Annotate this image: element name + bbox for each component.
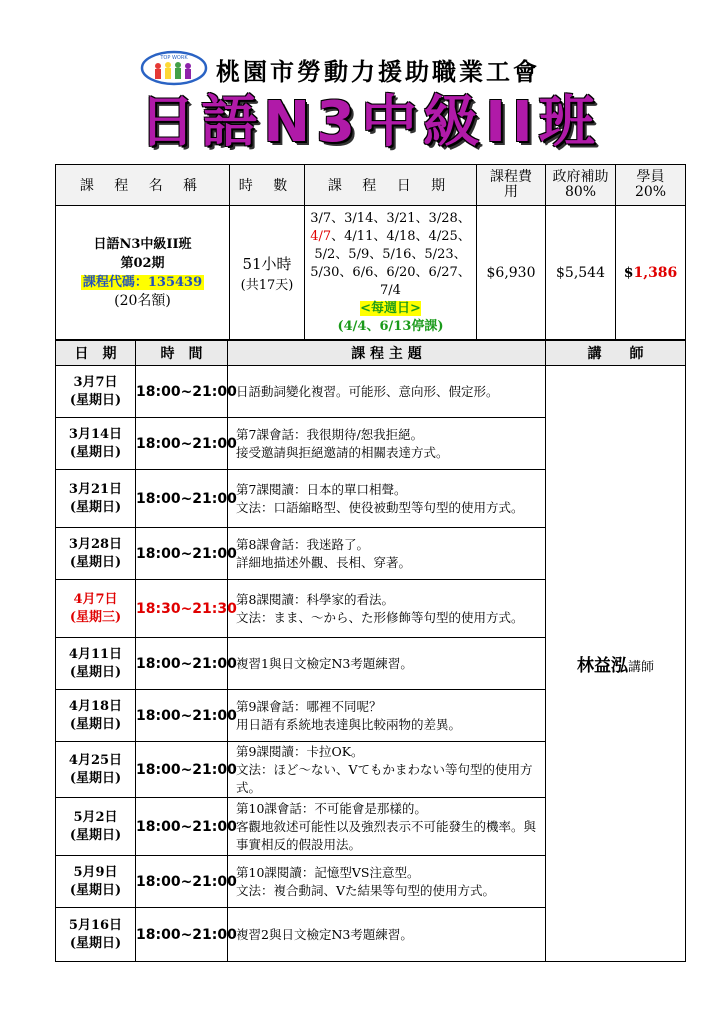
row-time: 18:00~21:00 (136, 908, 228, 962)
row-topic: 第9課會話：哪裡不同呢？ 用日語有系統地表達與比較兩物的差異。 (228, 690, 546, 742)
dates-list (308, 210, 473, 300)
course-quota: (20名額) (114, 292, 171, 309)
col-dates: 課 程 日 期 (305, 165, 477, 206)
row-date (56, 742, 136, 798)
row-topic: 第7課會話：我很期待/恕我拒絕。 接受邀請與拒絕邀請的相關表達方式。 (228, 418, 546, 470)
row-date (56, 638, 136, 690)
row-date-value: 3月14日 (68, 426, 123, 442)
table-row (56, 366, 686, 418)
schedule-table (55, 340, 686, 962)
row-date (56, 856, 136, 908)
course-code: 課程代碼：135439 (82, 274, 203, 290)
course-period: 第02期 (120, 255, 165, 271)
row-date (56, 580, 136, 638)
row-time: 18:00~21:00 (136, 856, 228, 908)
row-weekday: (星期日) (69, 392, 122, 408)
col-student-label: 學員 (636, 169, 665, 185)
row-weekday: (星期日) (69, 827, 122, 843)
teacher-name: 林益泓 (576, 656, 628, 676)
course-title: 日語N3中級II班 (93, 236, 192, 252)
days-value: (共17天) (240, 277, 294, 293)
row-weekday: (星期日) (69, 716, 122, 732)
row-date-value: 5月2日 (73, 809, 118, 825)
col-fee: 課程費用 (477, 165, 546, 206)
row-topic: 第8課閱讀：科學家的看法。 文法：まま、～から、た形修飾等句型的使用方式。 (228, 580, 546, 638)
dates-part2: 、4/11、4/18、4/25、5/2、5/9、5/16、5/23、5/30、6/6、6/20、6/27、7/4 (310, 228, 471, 298)
student-fee-value: 1,386 (633, 264, 678, 281)
dates-highlight: 4/7 (310, 228, 332, 244)
suspend-note: (4/4、6/13停課) (337, 318, 444, 334)
row-date-value: 3月7日 (73, 374, 118, 390)
hours-cell (230, 206, 305, 340)
row-time: 18:00~21:00 (136, 366, 228, 418)
weekday-note: <每週日> (360, 300, 421, 316)
row-topic: 複習1與日文檢定N3考題練習。 (228, 638, 546, 690)
row-date-value: 4月25日 (68, 752, 123, 768)
row-weekday: (星期日) (69, 664, 122, 680)
teacher-cell (546, 366, 686, 962)
row-weekday: (星期日) (69, 770, 122, 786)
dates-cell (305, 206, 477, 340)
row-date-value: 5月9日 (73, 864, 118, 880)
row-weekday: (星期日) (69, 882, 122, 898)
row-time: 18:00~21:00 (136, 638, 228, 690)
col-course-name: 課 程 名 稱 (56, 165, 230, 206)
row-time: 18:30~21:30 (136, 580, 228, 638)
col-subsidy-label: 政府補助 (552, 169, 609, 185)
teacher-suffix: 講師 (627, 660, 654, 675)
row-topic: 日語動詞變化複習。可能形、意向形、假定形。 (228, 366, 546, 418)
row-date (56, 470, 136, 528)
row-date-value: 3月21日 (68, 481, 123, 497)
row-date-value: 4月18日 (68, 698, 123, 714)
row-weekday: (星期日) (69, 554, 122, 570)
row-time: 18:00~21:00 (136, 742, 228, 798)
col-student (616, 165, 686, 206)
row-time: 18:00~21:00 (136, 470, 228, 528)
row-time: 18:00~21:00 (136, 690, 228, 742)
header (0, 50, 724, 90)
row-time: 18:00~21:00 (136, 528, 228, 580)
row-weekday: (星期日) (69, 935, 122, 951)
logo-icon (140, 50, 208, 86)
row-date (56, 690, 136, 742)
course-overview-table (55, 164, 686, 340)
row-topic: 第7課閱讀：日本的單口相聲。 文法：口語縮略型、使役被動型等句型的使用方式。 (228, 470, 546, 528)
row-time: 18:00~21:00 (136, 798, 228, 856)
row-date-value: 4月11日 (68, 646, 123, 662)
row-date (56, 366, 136, 418)
row-topic: 第9課閱讀：卡拉OK。 文法：ほど～ない、Vてもかまわない等句型的使用方式。 (228, 742, 546, 798)
sched-col-time: 時 間 (136, 341, 228, 366)
sched-col-teacher: 講 師 (546, 341, 686, 366)
row-date (56, 908, 136, 962)
row-date-value: 4月7日 (73, 591, 118, 607)
row-weekday: (星期日) (69, 499, 122, 515)
row-date (56, 798, 136, 856)
dates-part1: 3/7、3/14、3/21、3/28、 (310, 210, 471, 226)
fee-value: $6,930 (477, 206, 546, 340)
col-subsidy-pct: 80% (564, 184, 597, 200)
row-date (56, 528, 136, 580)
student-fee (616, 206, 686, 340)
row-weekday: (星期三) (69, 609, 122, 625)
row-date-value: 3月28日 (68, 536, 123, 552)
col-subsidy (546, 165, 616, 206)
row-date-value: 5月16日 (68, 917, 123, 933)
row-topic: 第10課會話：不可能會是那樣的。 客觀地敘述可能性以及強烈表示不可能發生的機率。與事實相反的假設用法。 (228, 798, 546, 856)
row-weekday: (星期日) (69, 444, 122, 460)
hours-value: 51小時 (242, 254, 292, 273)
row-topic: 複習2與日文檢定N3考題練習。 (228, 908, 546, 962)
sched-col-topic: 課 程 主 題 (228, 341, 546, 366)
col-hours: 時 數 (230, 165, 305, 206)
row-topic: 第10課閱讀：記憶型VS注意型。 文法：複合動詞、Vた結果等句型的使用方式。 (228, 856, 546, 908)
student-fee-prefix: $ (623, 264, 634, 281)
row-time: 18:00~21:00 (136, 418, 228, 470)
sched-col-date: 日 期 (56, 341, 136, 366)
logo-text: TOP WORK (160, 55, 188, 61)
row-topic: 第8課會話：我迷路了。 詳細地描述外觀、長相、穿著。 (228, 528, 546, 580)
row-date (56, 418, 136, 470)
course-info (56, 206, 230, 340)
col-student-pct: 20% (634, 184, 667, 200)
subsidy-value: $5,544 (546, 206, 616, 340)
page-title: 日語N3中級II班 (139, 90, 601, 155)
org-name: 桃園市勞動力援助職業工會 (216, 58, 540, 86)
